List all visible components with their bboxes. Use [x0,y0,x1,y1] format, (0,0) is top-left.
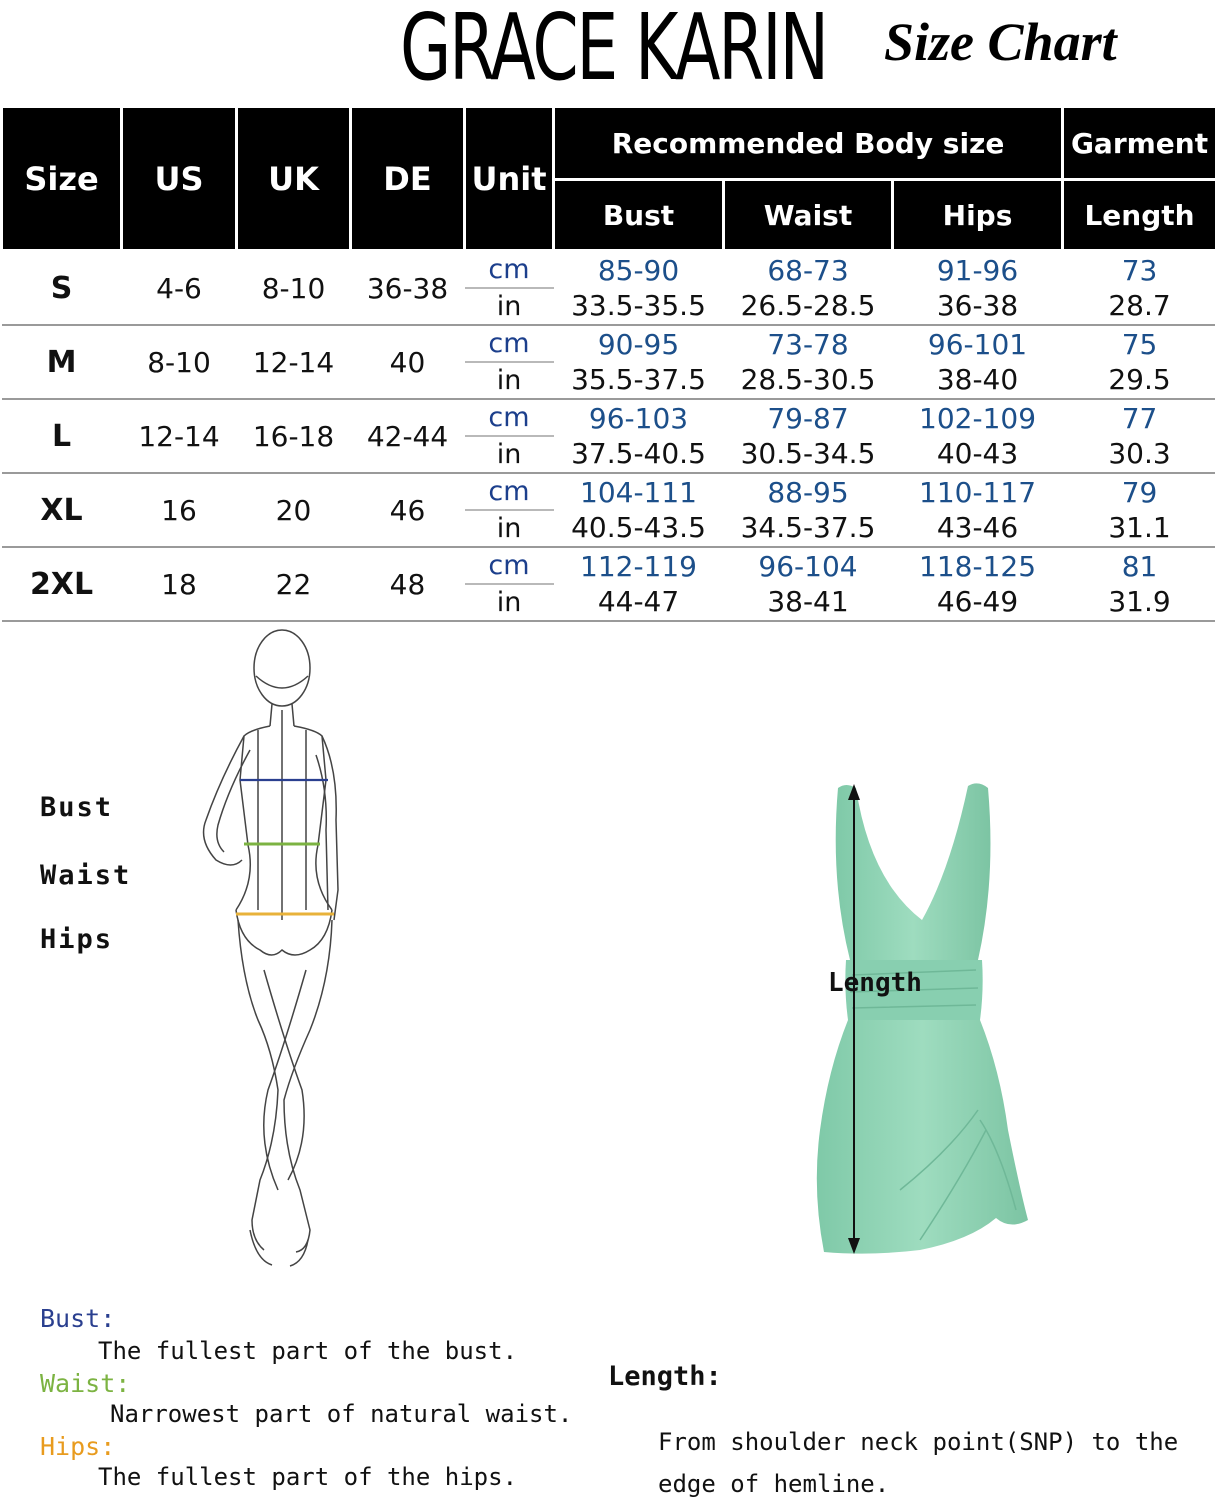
cell-bust-in: 37.5-40.5 [554,436,724,473]
cell-waist-in: 38-41 [724,584,893,621]
cell-uk: 20 [237,473,351,547]
cell-hips-in: 36-38 [893,288,1063,325]
cell-hips-cm: 91-96 [936,253,1019,287]
figure-label-waist: Waist [40,860,132,891]
cell-bust-in: 33.5-35.5 [554,288,724,325]
cell-unit: in [465,510,554,547]
cell-size: S [2,251,122,326]
cell-length-in: 28.7 [1063,288,1215,325]
cell-bust-in: 44-47 [554,584,724,621]
cell-size: L [2,399,122,473]
cell-size: 2XL [2,547,122,621]
def-hips-term: Hips: [40,1432,116,1461]
cell-hips-in: 38-40 [893,362,1063,399]
cell-unit: in [465,436,554,473]
def-length-text-2: edge of hemline. [658,1470,890,1498]
cell-unit: cm [465,251,554,289]
header-bust: Bust [554,180,724,251]
page-title: Size Chart [884,12,1117,72]
cell-de: 36-38 [351,251,465,326]
body-croquis-figure [160,620,380,1280]
table-body [2,251,1215,622]
def-waist-term: Waist: [40,1369,131,1398]
cell-length-cm: 81 [1121,549,1158,583]
cell-waist-in: 34.5-37.5 [724,510,893,547]
cell-us: 4-6 [122,251,237,326]
cell-bust-in: 35.5-37.5 [554,362,724,399]
cell-length-cm: 79 [1121,475,1158,509]
cell-unit: cm [465,547,554,584]
cell-uk: 22 [237,547,351,621]
cell-us: 12-14 [122,399,237,473]
cell-bust-in: 40.5-43.5 [554,510,724,547]
swimdress-illustration [790,770,1050,1270]
cell-bust-cm: 112-119 [580,549,697,583]
header-waist: Waist [724,180,893,251]
cell-waist-cm: 79-87 [767,401,849,435]
cell-length-in: 29.5 [1063,362,1215,399]
cell-unit: cm [465,473,554,510]
figure-label-hips: Hips [40,924,114,955]
cell-length-cm: 77 [1121,401,1158,435]
cell-unit: cm [465,399,554,436]
cell-hips-cm: 118-125 [919,549,1037,583]
cell-de: 46 [351,473,465,547]
header-size: Size [2,107,122,251]
def-hips-text: The fullest part of the hips. [98,1463,518,1491]
table-row [2,547,1215,584]
cell-length-cm: 73 [1121,253,1158,287]
cell-waist-cm: 88-95 [767,475,849,509]
cell-unit: in [465,362,554,399]
header-garment: Garment [1063,107,1215,180]
cell-unit: in [465,584,554,621]
cell-hips-cm: 102-109 [919,401,1037,435]
cell-us: 16 [122,473,237,547]
cell-de: 40 [351,325,465,399]
table-row [2,399,1215,436]
cell-length-in: 31.9 [1063,584,1215,621]
header-us: US [122,107,237,251]
cell-hips-cm: 96-101 [927,327,1028,361]
header-recommended-body-size: Recommended Body size [554,107,1063,180]
cell-bust-cm: 90-95 [597,327,680,361]
cell-bust-cm: 104-111 [580,475,697,509]
cell-length-cm: 75 [1121,327,1158,361]
cell-unit: cm [465,325,554,362]
cell-unit: in [465,288,554,325]
cell-waist-cm: 96-104 [758,549,858,583]
table-row [2,325,1215,362]
header-hips: Hips [893,180,1063,251]
def-bust-term: Bust: [40,1304,116,1333]
cell-size: M [2,325,122,399]
cell-size: XL [2,473,122,547]
header-de: DE [351,107,465,251]
cell-us: 8-10 [122,325,237,399]
cell-waist-in: 28.5-30.5 [724,362,893,399]
cell-waist-cm: 68-73 [767,253,849,287]
cell-de: 48 [351,547,465,621]
cell-hips-in: 46-49 [893,584,1063,621]
cell-waist-in: 30.5-34.5 [724,436,893,473]
cell-hips-in: 40-43 [893,436,1063,473]
size-table [0,105,1215,622]
header-length: Length [1063,180,1215,251]
def-bust-text: The fullest part of the bust. [98,1337,518,1365]
cell-uk: 16-18 [237,399,351,473]
cell-hips-cm: 110-117 [919,475,1037,509]
figure-label-bust: Bust [40,792,114,823]
cell-uk: 8-10 [237,251,351,326]
header-uk: UK [237,107,351,251]
def-waist-text: Narrowest part of natural waist. [110,1400,573,1428]
header-unit: Unit [465,107,554,251]
table-row [2,473,1215,510]
brand-logo: GRACE KARIN [400,0,827,101]
cell-de: 42-44 [351,399,465,473]
cell-waist-cm: 73-78 [767,327,849,361]
cell-waist-in: 26.5-28.5 [724,288,893,325]
cell-length-in: 30.3 [1063,436,1215,473]
cell-length-in: 31.1 [1063,510,1215,547]
cell-bust-cm: 85-90 [597,253,680,287]
cell-uk: 12-14 [237,325,351,399]
table-row [2,251,1215,289]
cell-bust-cm: 96-103 [588,401,689,435]
figure-label-length: Length [828,968,922,998]
cell-hips-in: 43-46 [893,510,1063,547]
cell-us: 18 [122,547,237,621]
def-length-text-1: From shoulder neck point(SNP) to the [658,1428,1179,1456]
def-length-term: Length: [608,1361,722,1392]
